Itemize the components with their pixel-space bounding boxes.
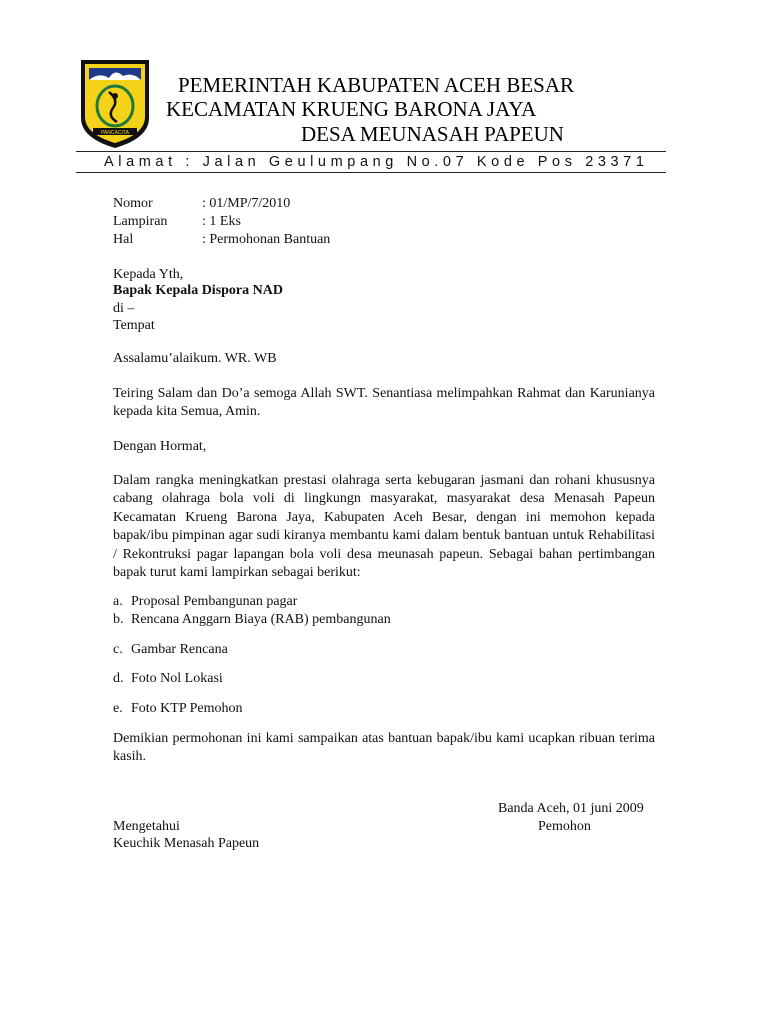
recipient-line-1: Kepada Yth, — [113, 267, 184, 282]
list-letter-e: e. — [113, 701, 123, 716]
opening-paragraph: Teiring Salam dan Do’a semoga Allah SWT. Senantiasa melimpahkan Rahmat dan Karunianya kepada kita Semua, Amin. — [113, 386, 655, 420]
recipient-line-4: Tempat — [113, 318, 155, 333]
closing-paragraph: Demikian permohonan ini kami sampaikan atas bantuan bapak/ibu kami ucapkan ribuan terima kasih. — [113, 731, 655, 765]
meta-value-hal: : Permohonan Bantuan — [202, 232, 331, 247]
place-date: Banda Aceh, 01 juni 2009 — [498, 801, 644, 816]
letterhead-line-1: PEMERINTAH KABUPATEN ACEH BESAR — [178, 73, 575, 97]
list-letter-c: c. — [113, 642, 123, 657]
list-letter-a: a. — [113, 594, 123, 609]
signature-left-title: Mengetahui — [113, 819, 180, 834]
greeting: Assalamu’alaikum. WR. WB — [113, 351, 277, 366]
list-item-e: Foto KTP Pemohon — [131, 701, 243, 716]
meta-value-lampiran: : 1 Eks — [202, 214, 241, 229]
list-item-c: Gambar Rencana — [131, 642, 228, 657]
meta-value-nomor: : 01/MP/7/2010 — [202, 196, 291, 211]
list-item-a: Proposal Pembangunan pagar — [131, 594, 298, 609]
letterhead-line-3: DESA MEUNASAH PAPEUN — [301, 122, 564, 146]
meta-label-nomor: Nomor — [113, 196, 153, 211]
salutation: Dengan Hormat, — [113, 439, 207, 454]
aceh-besar-emblem-icon — [79, 58, 151, 150]
recipient-line-3: di – — [113, 301, 135, 316]
meta-label-lampiran: Lampiran — [113, 214, 168, 229]
list-letter-b: b. — [113, 612, 124, 627]
meta-label-hal: Hal — [113, 232, 134, 247]
svg-text:PANCACITA: PANCACITA — [101, 130, 129, 136]
body-paragraph: Dalam rangka meningkatkan prestasi olahraga serta kebugaran jasmani dan rohani khususnya cabang olahraga bola voli di lingkungn masyarakat, masyarakat desa Menasah Papeun Kecamatan Krueng Barona Jaya, Kabupaten Aceh Besar, dengan ini memohon kepada bapak/ibu pimpinan agar sudi kiranya membantu kami dalam bentuk bantuan untuk Rehabilitasi / Rekontruksi pagar lapangan bola voli desa meunasah papeun. Sebagai bahan pertimbangan bapak turut kami lampirkan sebagai berikut: — [113, 473, 655, 581]
list-letter-d: d. — [113, 671, 124, 686]
signature-right-title: Pemohon — [538, 819, 591, 834]
list-item-b: Rencana Anggarn Biaya (RAB) pembangunan — [131, 612, 391, 627]
address-line: Alamat : Jalan Geulumpang No.07 Kode Pos 23371 — [104, 154, 649, 170]
list-item-d: Foto Nol Lokasi — [131, 671, 223, 686]
letterhead-line-2: KECAMATAN KRUENG BARONA JAYA — [166, 97, 537, 121]
signature-left-role: Keuchik Menasah Papeun — [113, 836, 260, 851]
address-rule-bottom — [76, 172, 666, 173]
recipient-line-2: Bapak Kepala Dispora NAD — [113, 283, 283, 298]
